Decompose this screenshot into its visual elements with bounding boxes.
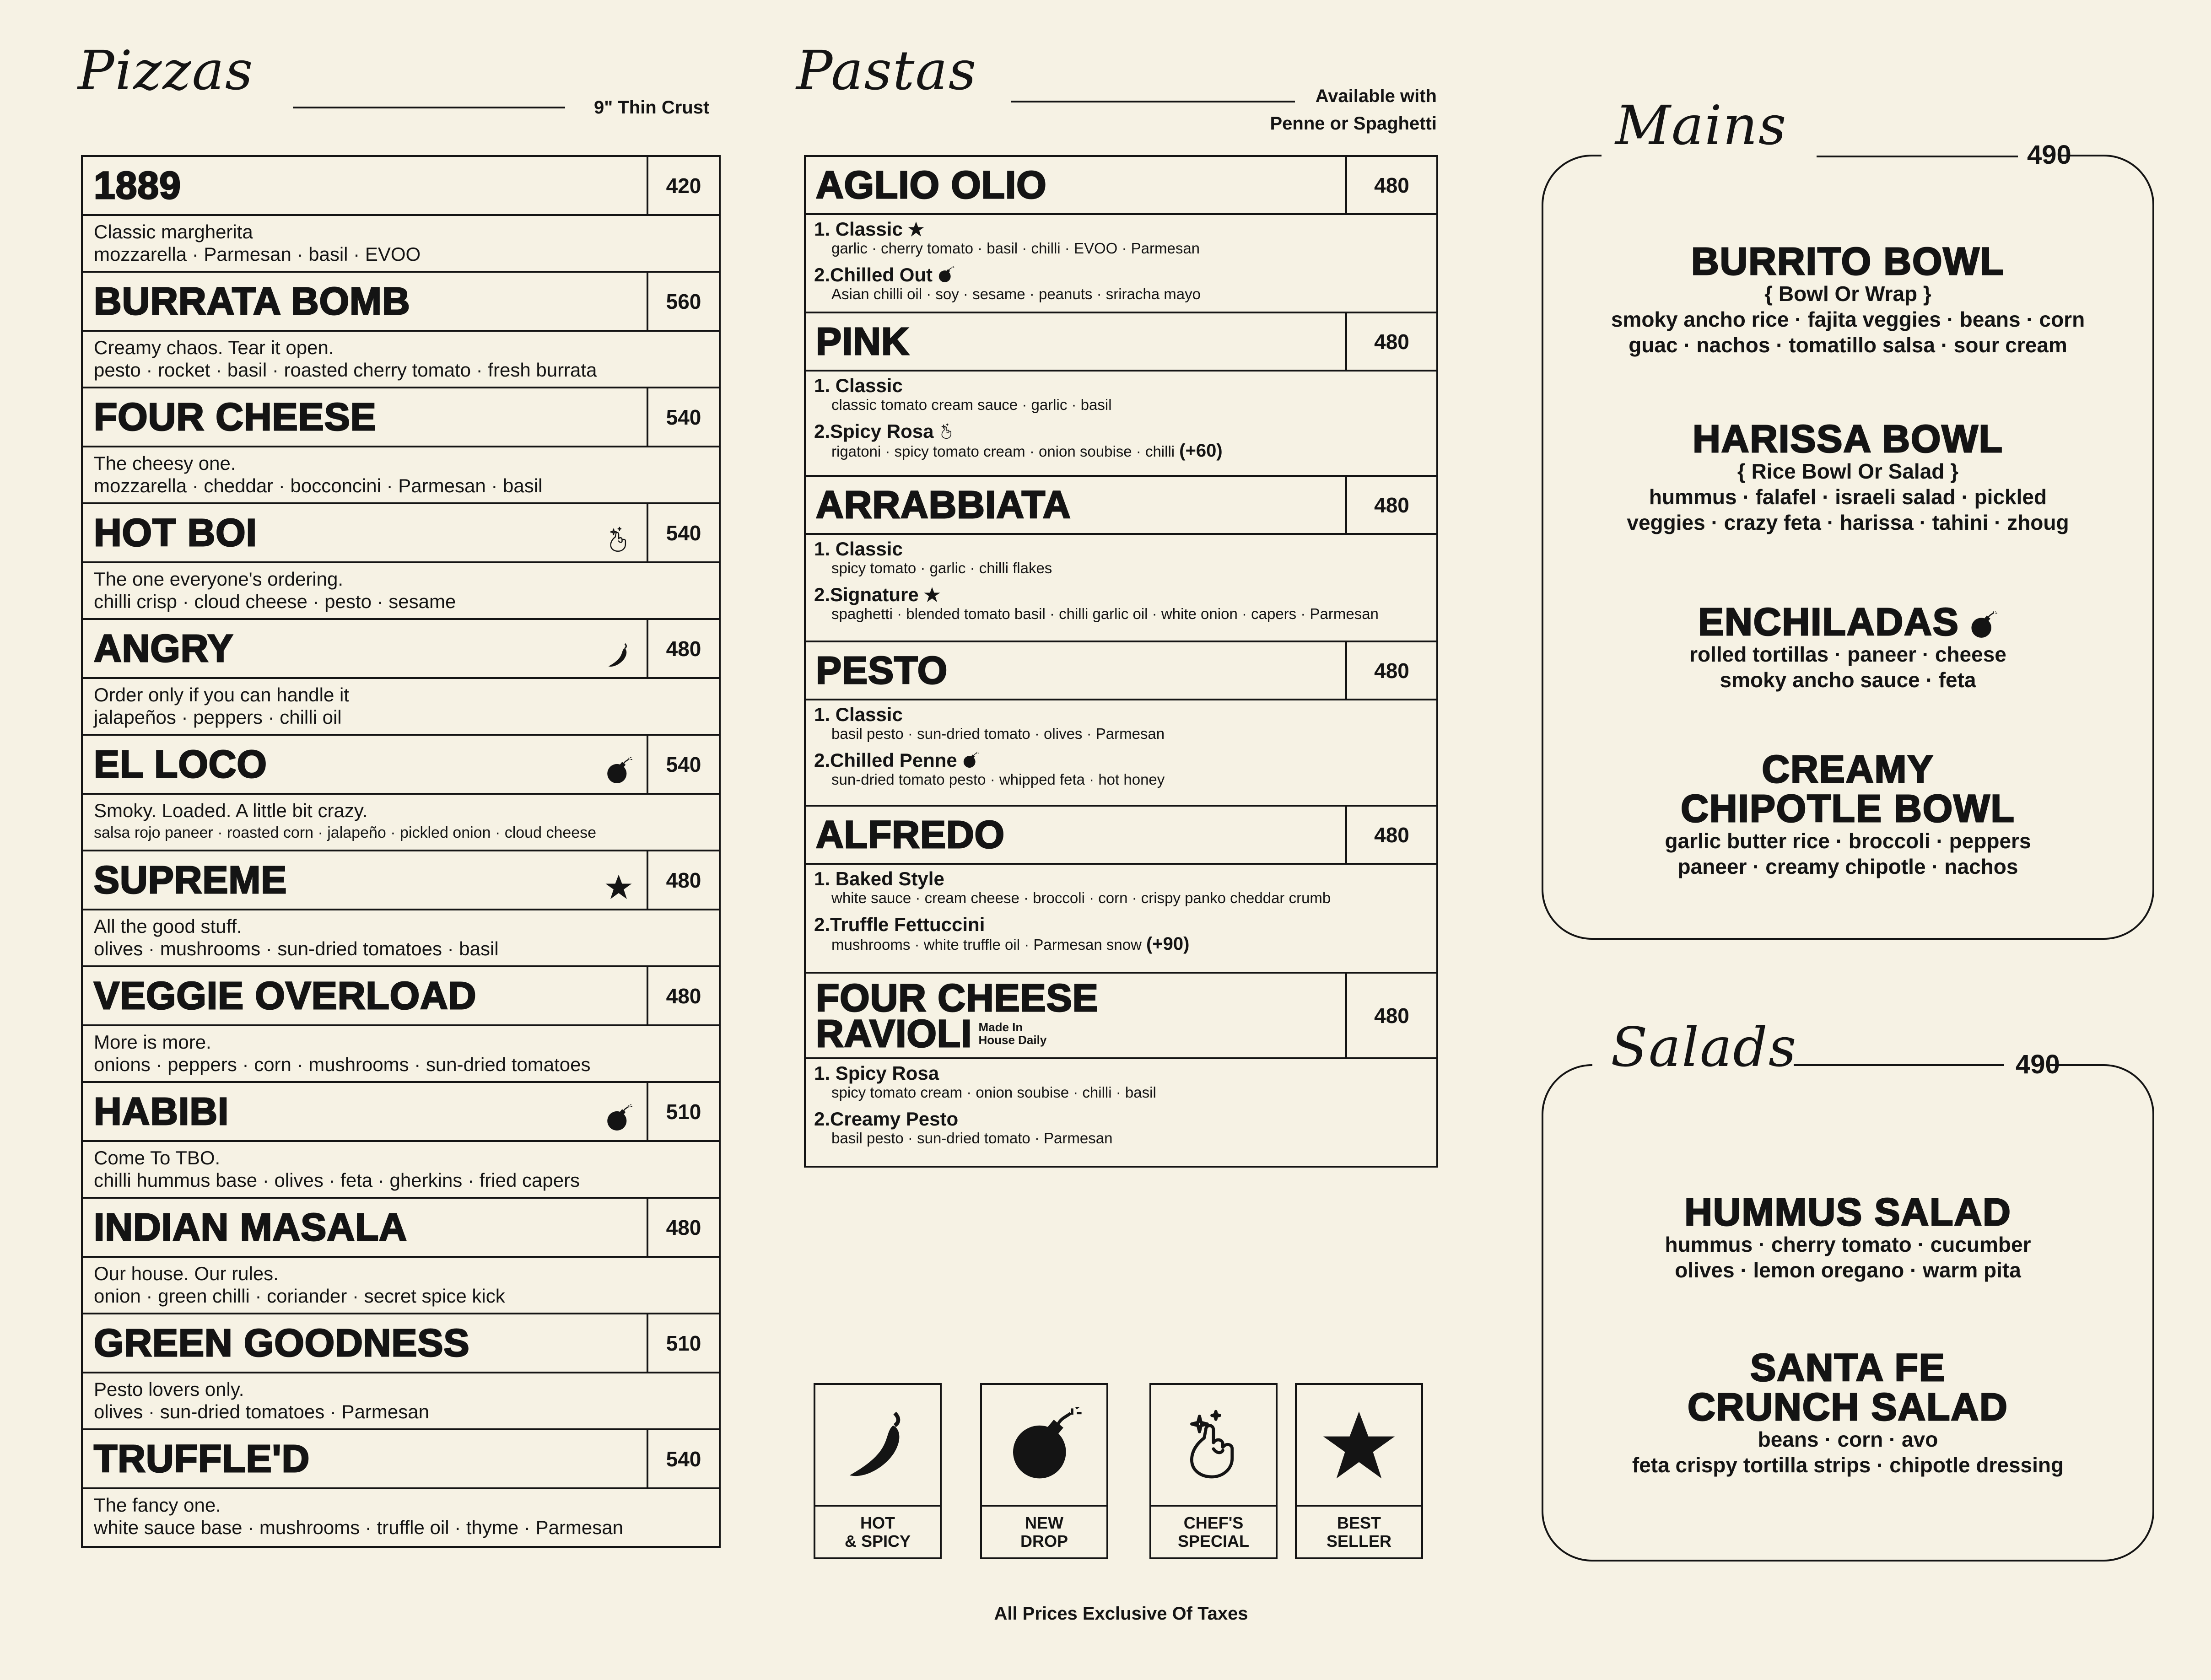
pizza-ingredients: onions · peppers · corn · mushrooms · sun-dried tomatoes — [94, 1054, 591, 1075]
pizza-price: 540 — [647, 504, 719, 561]
pasta-name-cell — [806, 157, 1345, 213]
pasta-option-desc: rigatoni · spicy tomato cream · onion soubise · chilli — [831, 443, 1175, 460]
pizza-name-cell — [83, 157, 647, 214]
bomb-icon — [937, 266, 955, 284]
main-option: { Bowl Or Wrap } — [1764, 282, 1931, 306]
pasta-option-desc: classic tomato cream sauce · garlic · basil — [831, 396, 1112, 413]
pizza-ingredients: white sauce base · mushrooms · truffle oil · thyme · Parmesan — [94, 1517, 623, 1538]
pastas-note-line2: Penne or Spaghetti — [1270, 113, 1437, 134]
pasta-option-title: 2.Chilled Penne — [814, 749, 957, 771]
main-name-second: CHIPOTLE BOWL — [1681, 787, 2015, 830]
pizza-item — [83, 851, 719, 967]
pizzas-crust-note: 9" Thin Crust — [594, 97, 710, 118]
legend-label-text — [845, 1514, 911, 1551]
pizza-tagline: The cheesy one. — [94, 452, 236, 474]
pizza-name: VEGGIE OVERLOAD — [94, 974, 477, 1017]
pizza-tagline: Come To TBO. — [94, 1147, 221, 1168]
star-icon — [1320, 1407, 1398, 1485]
pasta-price: 480 — [1345, 157, 1436, 213]
pizza-name: INDIAN MASALA — [94, 1206, 407, 1249]
bomb-icon — [962, 752, 979, 769]
pizza-name: BURRATA BOMB — [94, 280, 410, 323]
pasta-options — [806, 1059, 1436, 1166]
pizza-ingredients: pesto · rocket · basil · roasted cherry tomato · fresh burrata — [94, 359, 597, 381]
pasta-name-line2 — [816, 1012, 1047, 1055]
pasta-option — [814, 538, 1428, 560]
salad-ingredients-line2: feta crispy tortilla strips · chipotle dressing — [1632, 1453, 2064, 1477]
pasta-name: ALFREDO — [816, 813, 1005, 856]
pasta-option-desc: basil pesto · sun-dried tomato · Parmesan — [831, 1130, 1113, 1147]
star-icon — [604, 866, 633, 894]
pasta-option — [814, 1063, 1428, 1084]
pasta-price: 480 — [1345, 313, 1436, 370]
pasta-option-ingredients — [814, 1130, 1428, 1147]
pasta-option — [814, 704, 1428, 725]
pizza-tagline: The fancy one. — [94, 1494, 221, 1516]
pasta-option — [814, 750, 1428, 771]
star-icon — [923, 586, 941, 603]
pizza-tagline: Classic margherita — [94, 221, 253, 242]
pasta-name-cell — [806, 974, 1345, 1057]
pizza-name-cell — [83, 967, 647, 1024]
pizza-description — [83, 1258, 719, 1314]
pizza-name-cell — [83, 736, 647, 793]
pizza-name: HOT BOI — [94, 511, 257, 554]
pizza-item — [83, 273, 719, 388]
pizza-ingredients: mozzarella · cheddar · bocconcini · Parmesan · basil — [94, 475, 543, 496]
pasta-option-title: 2.Chilled Out — [814, 264, 933, 285]
pasta-option-title: 1. Classic — [814, 375, 903, 396]
pizza-price: 540 — [647, 1430, 719, 1487]
main-ingredients-line1: smoky ancho rice · fajita veggies · beans · corn — [1611, 307, 2085, 331]
legend-icon-area — [1151, 1385, 1276, 1507]
pizza-item-header — [83, 157, 719, 216]
pasta-option-desc: spicy tomato cream · onion soubise · chilli · basil — [831, 1084, 1156, 1101]
pasta-option-title: 1. Classic — [814, 704, 903, 725]
pasta-option-ingredients — [814, 935, 1428, 953]
pizza-item — [83, 1430, 719, 1546]
main-name-text: BURRITO BOWL — [1691, 240, 2005, 283]
legend-card — [1149, 1383, 1278, 1559]
pasta-name: PINK — [816, 320, 910, 363]
main-ingredients-line2: veggies · crazy feta · harissa · tahini · zhoug — [1627, 511, 2069, 534]
legend-icon-area — [1297, 1385, 1421, 1507]
pizza-ingredients: olives · mushrooms · sun-dried tomatoes · basil — [94, 938, 499, 959]
pizza-ingredients: mozzarella · Parmesan · basil · EVOO — [94, 243, 421, 265]
salad-name: HUMMUS SALAD — [1684, 1190, 2011, 1233]
pizza-item-header — [83, 388, 719, 447]
pizza-description — [83, 1373, 719, 1430]
salad-item — [1542, 1348, 2154, 1478]
salads-price: 490 — [2016, 1050, 2060, 1079]
pasta-option-desc: spicy tomato · garlic · chilli flakes — [831, 560, 1052, 576]
pasta-option-title: 2.Spicy Rosa — [814, 420, 934, 442]
pasta-name: FOUR CHEESE — [816, 976, 1099, 1019]
pizza-tagline: Creamy chaos. Tear it open. — [94, 337, 334, 358]
pizza-name-cell — [83, 620, 647, 677]
pasta-option-desc: basil pesto · sun-dried tomato · olives · Parmesan — [831, 725, 1165, 742]
pizza-description — [83, 1142, 719, 1199]
pasta-price: 480 — [1345, 642, 1436, 699]
pastas-title: Pastas — [796, 39, 977, 102]
footer-note: All Prices Exclusive Of Taxes — [994, 1604, 1248, 1624]
main-ingredients-line1: garlic butter rice · broccoli · peppers — [1665, 829, 2031, 853]
pasta-option — [814, 375, 1428, 396]
pasta-option-desc: white sauce · cream cheese · broccoli · corn · crispy panko cheddar crumb — [831, 889, 1331, 906]
pasta-option-ingredients — [814, 725, 1428, 743]
pizza-price: 560 — [647, 273, 719, 330]
pasta-name: ARRABBIATA — [816, 483, 1071, 526]
pasta-option-title: 2.Truffle Fettuccini — [814, 914, 985, 935]
pasta-option-ingredients — [814, 285, 1428, 303]
bomb-icon — [1968, 607, 1998, 636]
pizza-price: 480 — [647, 851, 719, 909]
pizza-name: HABIBI — [94, 1090, 229, 1133]
pizza-ingredients: olives · sun-dried tomatoes · Parmesan — [94, 1401, 429, 1422]
pizza-item — [83, 1314, 719, 1430]
pizza-name: EL LOCO — [94, 743, 267, 786]
main-name — [1542, 602, 2154, 641]
pizza-description — [83, 216, 719, 273]
pizza-price: 510 — [647, 1083, 719, 1140]
chilli-icon — [604, 635, 633, 663]
pizza-item-header — [83, 1199, 719, 1258]
pasta-item-header — [806, 807, 1436, 865]
pasta-option-title: 1. Baked Style — [814, 868, 944, 889]
pasta-option — [814, 219, 1428, 240]
main-ingredients-line2: paneer · creamy chipotle · nachos — [1677, 855, 2018, 878]
pizza-item — [83, 1199, 719, 1314]
mains-price: 490 — [2027, 140, 2071, 170]
pizza-name-cell — [83, 273, 647, 330]
pizza-description — [83, 563, 719, 620]
pizza-item — [83, 157, 719, 273]
pizza-item-header — [83, 1314, 719, 1373]
made-in-house-line1: Made In — [978, 1020, 1023, 1034]
pastas-note-line1: Available with — [1315, 86, 1437, 106]
pasta-item — [806, 157, 1436, 313]
main-ingredients-line2: smoky ancho sauce · feta — [1720, 668, 1976, 692]
pizza-item — [83, 504, 719, 620]
pizza-price: 540 — [647, 388, 719, 446]
pizza-item — [83, 736, 719, 851]
pizza-name-cell — [83, 851, 647, 909]
main-ingredients-line1: hummus · falafel · israeli salad · pickled — [1649, 485, 2047, 509]
pizzas-title-rule — [293, 107, 565, 108]
pizzas-title: Pizzas — [78, 39, 254, 102]
pasta-name: PESTO — [816, 649, 948, 692]
pizza-name-cell — [83, 1430, 647, 1487]
pasta-option-title: 1. Classic — [814, 538, 903, 560]
legend-label-line2: SPECIAL — [1177, 1531, 1250, 1551]
pasta-option-title: 1. Spicy Rosa — [814, 1062, 939, 1084]
chilli-icon — [839, 1407, 917, 1485]
pizza-name-cell — [83, 504, 647, 561]
made-in-house-tag — [978, 1021, 1046, 1046]
legend-label-text — [1178, 1514, 1249, 1551]
salads-list — [1542, 1064, 2154, 1562]
pasta-option-title: 2.Signature — [814, 584, 919, 605]
pizza-description — [83, 447, 719, 504]
pizza-tagline: Our house. Our rules. — [94, 1263, 279, 1284]
pizza-item — [83, 388, 719, 504]
legend-icon-area — [982, 1385, 1106, 1507]
main-item — [1542, 602, 2154, 693]
pasta-options — [806, 865, 1436, 974]
legend-label-text — [1327, 1514, 1391, 1551]
pasta-name-cell — [806, 642, 1345, 699]
pasta-name-cell — [806, 477, 1345, 533]
pizza-tagline: The one everyone's ordering. — [94, 568, 344, 590]
pasta-option — [814, 868, 1428, 889]
pasta-option-ingredients — [814, 605, 1428, 623]
pasta-option-ingredients — [814, 560, 1428, 577]
legend-label-line2: DROP — [1020, 1531, 1068, 1551]
chefs-special-icon — [938, 423, 955, 440]
pizza-description — [83, 795, 719, 851]
salads-title: Salads — [1611, 1016, 1797, 1079]
main-ingredients-line1: rolled tortillas · paneer · cheese — [1689, 642, 2006, 666]
pasta-option-ingredients — [814, 889, 1428, 907]
pizza-item-header — [83, 1083, 719, 1142]
legend-icon-area — [815, 1385, 940, 1507]
star-icon — [907, 221, 925, 238]
pasta-name: AGLIO OLIO — [816, 163, 1047, 206]
pizza-name-cell — [83, 1083, 647, 1140]
pizza-price: 480 — [647, 967, 719, 1024]
pasta-option-desc: sun-dried tomato pesto · whipped feta · hot honey — [831, 771, 1165, 788]
pasta-option — [814, 421, 1428, 442]
pizza-ingredients: jalapeños · peppers · chilli oil — [94, 706, 342, 728]
salad-ingredients-line2: olives · lemon oregano · warm pita — [1675, 1258, 2021, 1282]
salad-name-second: CRUNCH SALAD — [1688, 1385, 2008, 1428]
pizza-description — [83, 910, 719, 967]
pizza-price: 540 — [647, 736, 719, 793]
pizza-ingredients: chilli crisp · cloud cheese · pesto · sesame — [94, 591, 456, 612]
pasta-item-header — [806, 313, 1436, 372]
pizza-description — [83, 1489, 719, 1546]
legend-label-line2: & SPICY — [844, 1531, 911, 1551]
pasta-item — [806, 974, 1436, 1166]
pasta-option-desc: Asian chilli oil · soy · sesame · peanuts · sriracha mayo — [831, 285, 1201, 302]
pizza-item-header — [83, 736, 719, 795]
pasta-option-ingredients — [814, 1084, 1428, 1101]
pizza-tagline: Smoky. Loaded. A little bit crazy. — [94, 800, 368, 821]
salad-ingredients-line1: beans · corn · avo — [1758, 1427, 1938, 1451]
pasta-option — [814, 584, 1428, 605]
pasta-item — [806, 313, 1436, 477]
legend-card — [980, 1383, 1108, 1559]
mains-title: Mains — [1615, 94, 1787, 157]
pasta-menu-list — [804, 155, 1438, 1168]
pizza-name: GREEN GOODNESS — [94, 1321, 470, 1364]
salad-ingredients-line1: hummus · cherry tomato · cucumber — [1665, 1233, 2031, 1256]
pasta-item-header — [806, 477, 1436, 535]
made-in-house-line2: House Daily — [978, 1033, 1047, 1047]
pasta-name-cell — [806, 807, 1345, 863]
main-item — [1542, 242, 2154, 358]
pizza-tagline: More is more. — [94, 1031, 211, 1053]
pizza-tagline: Order only if you can handle it — [94, 684, 349, 705]
legend-label-text — [1020, 1514, 1068, 1551]
main-item — [1542, 749, 2154, 879]
pizza-name-cell — [83, 1199, 647, 1256]
pasta-option-surcharge: (+90) — [1146, 934, 1190, 954]
pasta-option-desc: garlic · cherry tomato · basil · chilli · EVOO · Parmesan — [831, 240, 1200, 257]
pizza-item — [83, 620, 719, 736]
salad-item — [1542, 1192, 2154, 1283]
legend-label — [982, 1505, 1106, 1557]
chefs-special-icon — [604, 519, 633, 547]
legend-label — [1151, 1505, 1276, 1557]
pasta-option — [814, 1109, 1428, 1130]
pizza-item-header — [83, 273, 719, 332]
salad-name: SANTA FE — [1750, 1346, 1946, 1389]
legend-card — [814, 1383, 942, 1559]
main-name-text: HARISSA BOWL — [1693, 417, 2003, 460]
pizza-name-cell — [83, 1314, 647, 1372]
pasta-price: 480 — [1345, 974, 1436, 1057]
pizza-price: 510 — [647, 1314, 719, 1372]
pizza-item-header — [83, 967, 719, 1026]
pizza-name: 1889 — [94, 164, 181, 207]
pasta-options — [806, 372, 1436, 477]
main-name-text: CREAMY — [1762, 748, 1934, 791]
pizza-ingredients: onion · green chilli · coriander · secret spice kick — [94, 1285, 505, 1307]
pizza-tagline: All the good stuff. — [94, 915, 242, 937]
pasta-item-header — [806, 642, 1436, 700]
pizza-tagline: Pesto lovers only. — [94, 1378, 244, 1400]
pasta-option-title: 2.Creamy Pesto — [814, 1108, 959, 1130]
pasta-item-header — [806, 157, 1436, 215]
pizza-item-header — [83, 1430, 719, 1489]
pasta-options — [806, 535, 1436, 642]
pasta-option-ingredients — [814, 240, 1428, 257]
pizza-item — [83, 967, 719, 1083]
pizza-ingredients: salsa rojo paneer · roasted corn · jalapeño · pickled onion · cloud cheese — [94, 824, 597, 841]
pizza-description — [83, 679, 719, 736]
legend-label-line1: NEW — [1025, 1513, 1063, 1532]
pasta-option-desc: spaghetti · blended tomato basil · chilli garlic oil · white onion · capers · Parmesan — [831, 605, 1379, 622]
bomb-icon — [1005, 1407, 1083, 1485]
main-item — [1542, 419, 2154, 535]
pizza-ingredients: chilli hummus base · olives · feta · gherkins · fried capers — [94, 1169, 580, 1191]
pizza-description — [83, 332, 719, 388]
pizza-price: 420 — [647, 157, 719, 214]
main-name-text: ENCHILADAS — [1698, 600, 1959, 643]
pasta-item-header — [806, 974, 1436, 1059]
pasta-price: 480 — [1345, 807, 1436, 863]
pasta-name-cell — [806, 313, 1345, 370]
pastas-availability-note — [1190, 82, 1437, 137]
pizza-price: 480 — [647, 620, 719, 677]
pizza-item — [83, 1083, 719, 1199]
pizza-item-header — [83, 851, 719, 910]
legend-card — [1295, 1383, 1423, 1559]
legend-label-line1: CHEF'S — [1183, 1513, 1244, 1532]
pasta-option — [814, 264, 1428, 285]
legend-label — [1297, 1505, 1421, 1557]
pizza-item-header — [83, 504, 719, 563]
pasta-options — [806, 700, 1436, 807]
pizza-description — [83, 1026, 719, 1083]
pizza-price: 480 — [647, 1199, 719, 1256]
bomb-icon — [604, 1098, 633, 1126]
pizza-item-header — [83, 620, 719, 679]
pasta-item — [806, 477, 1436, 642]
pizza-name: SUPREME — [94, 858, 287, 901]
pasta-option — [814, 914, 1428, 935]
pasta-options — [806, 215, 1436, 313]
main-ingredients-line2: guac · nachos · tomatillo salsa · sour cream — [1629, 333, 2067, 357]
mains-list — [1542, 155, 2154, 940]
pasta-option-ingredients — [814, 771, 1428, 788]
pizza-name: TRUFFLE'D — [94, 1437, 310, 1480]
pizza-name: FOUR CHEESE — [94, 395, 377, 438]
main-name — [1542, 242, 2154, 281]
legend-label-line1: HOT — [860, 1513, 895, 1532]
pasta-option-title: 1. Classic — [814, 218, 903, 240]
main-option: { Rice Bowl Or Salad } — [1737, 459, 1959, 483]
chefs-special-icon — [1175, 1407, 1252, 1485]
pasta-item — [806, 642, 1436, 807]
main-name — [1542, 419, 2154, 458]
bomb-icon — [604, 750, 633, 779]
pasta-option-ingredients — [814, 442, 1428, 460]
legend-label-line1: BEST — [1337, 1513, 1381, 1532]
pasta-name-second: RAVIOLI — [816, 1012, 972, 1055]
pizza-name-cell — [83, 388, 647, 446]
pasta-item — [806, 807, 1436, 974]
pasta-option-desc: mushrooms · white truffle oil · Parmesan snow — [831, 936, 1142, 953]
main-name — [1542, 749, 2154, 789]
pizza-name: ANGRY — [94, 627, 234, 670]
pizza-menu-list — [81, 155, 721, 1548]
pasta-option-surcharge: (+60) — [1179, 441, 1223, 461]
legend-label — [815, 1505, 940, 1557]
legend-label-line2: SELLER — [1326, 1531, 1391, 1551]
pasta-price: 480 — [1345, 477, 1436, 533]
pasta-option-ingredients — [814, 396, 1428, 414]
